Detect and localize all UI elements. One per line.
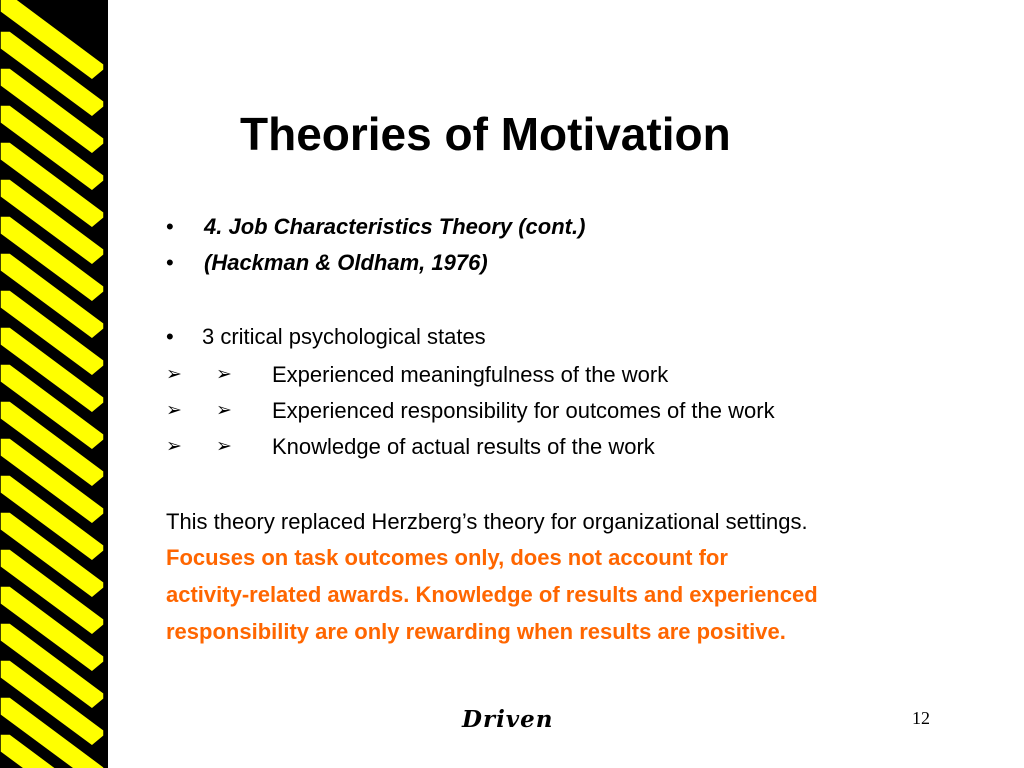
arrow-bullet-icon: ➢ [166,364,182,385]
highlight-line: responsibility are only rewarding when results are positive. [166,619,786,644]
highlight-line: Focuses on task outcomes only, does not account for [166,545,728,570]
item-text: 3 critical psychological states [202,324,486,349]
arrow-bullet-icon: ➢ [216,364,232,385]
arrow-bullet-icon: ➢ [166,436,182,457]
sub-item-text: Knowledge of actual results of the work [272,434,655,459]
highlight-line: activity-related awards. Knowledge of results and experienced [166,582,818,607]
sub-item-text: Experienced responsibility for outcomes of the work [272,398,775,423]
page-number: 12 [912,708,930,728]
sub-item-text: Experienced meaningfulness of the work [272,362,669,387]
arrow-bullet-icon: ➢ [166,400,182,421]
slide-title: Theories of Motivation [240,108,731,160]
arrow-bullet-icon: ➢ [216,400,232,421]
decorative-stripe-band [0,0,108,768]
item-text: 4. Job Characteristics Theory (cont.) [204,214,586,239]
arrow-bullet-icon: ➢ [216,436,232,457]
body-paragraph: This theory replaced Herzberg’s theory for organizational settings. [166,509,808,534]
bullet-icon: • [166,250,174,275]
bullet-icon: • [166,214,174,239]
footer-logo: Driven [462,706,554,733]
bullet-icon: • [166,324,174,349]
item-text: (Hackman & Oldham, 1976) [204,250,488,275]
